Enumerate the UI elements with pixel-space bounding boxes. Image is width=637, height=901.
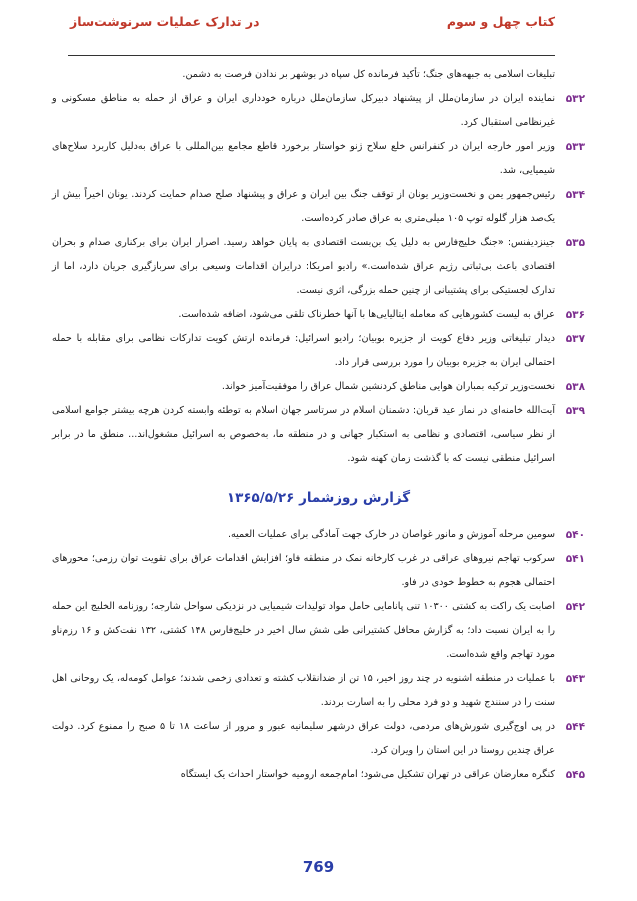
entry-text: در پی اوج‌گیری شورش‌های مردمی، دولت عراق درشهر سلیمانیه عبور و مرور از ساعت ۱۸ تا ۵ صبح را ممنوع کرد. دولت عراق چندین روستا در این استان را ویران کرد. — [52, 721, 555, 756]
entry-text: با عملیات در منطقه اشنویه در چند روز اخیر، ۱۵ تن از ضدانقلاب کشته و تعدادی زخمی شدند؛ عوامل کومه‌له، یک روحانی اهل سنت را در سنندج شهید و دو فرد محلی را به اسارت بردند. — [52, 673, 555, 708]
book-title: کتاب چهل و سوم — [446, 14, 555, 29]
entry-text: سومین مرحله آموزش و مانور غواصان در خارک جهت آمادگی برای عملیات العمیه. — [227, 529, 555, 540]
list-item — [52, 715, 585, 763]
list-item — [52, 399, 585, 471]
list-item — [52, 87, 585, 135]
entry-number: ۵۳۵ — [565, 237, 585, 249]
entry-text: سرکوب تهاجم نیروهای عراقی در غرب کارخانه نمک در منطقه فاو؛ افزایش اقدامات عراق برای تقویت توان رزمی؛ محورهای احتمالی هجوم به خطوط خودی در فاو. — [52, 553, 555, 588]
list-item — [52, 303, 585, 327]
list-item — [52, 327, 585, 375]
entry-number: ۵۳۳ — [565, 141, 585, 153]
entry-number: ۵۴۴ — [565, 721, 585, 733]
entry-number: ۵۴۵ — [565, 769, 585, 781]
entry-text: کنگره معارضان عراقی در تهران تشکیل می‌شود؛ امام‌جمعه ارومیه خواستار احداث یک ایستگاه — [180, 769, 555, 780]
entry-text: عراق به لیست کشورهایی که معامله ایتالیایی‌ها با آنها خطرناک تلقی می‌شود، اضافه شده‌است. — [178, 309, 555, 320]
entry-number: ۵۳۸ — [565, 381, 585, 393]
entry-number: ۵۴۱ — [565, 553, 585, 565]
entry-text: نخست‌وزیر ترکیه بمباران هوایی مناطق کردنشین شمال عراق را موفقیت‌آمیز خواند. — [221, 381, 555, 392]
entry-text: آیت‌الله خامنه‌ای در نماز عید قربان: دشمنان اسلام در سرتاسر جهان اسلام به توطئه وابسته کردن هرچه بیشتر جوامع اسلامی از نظر سیاسی، اقتصادی و نظامی به استکبار جهانی و در منطقه ما، به‌خصوص به اسرائیل مشغول‌اند... منطق ما در برابر اسرائیل منطقی نیست که با گذشت زمان کهنه شود. — [52, 405, 555, 464]
entry-text: اصابت یک راکت به کشتی ۱۰۳۰۰ تنی پانامایی حامل مواد تولیدات شیمیایی در نزدیکی سواحل شارجه؛ روزنامه الخلیج این حمله را به ایران نسبت داد؛ به گزارش محافل کشتیرانی طی شش سال اخیر در خلیج‌فارس ۱۴۸ کشتی، ۱۳۲ نفت‌کش و ۱۶ رزم‌ناو مورد تهاجم واقع شده‌است. — [52, 601, 556, 660]
page-body — [52, 63, 585, 787]
entry-number: ۵۴۳ — [565, 673, 585, 685]
entry-text: رئیس‌جمهور یمن و نخست‌وزیر یونان از توقف جنگ بین ایران و عراق و پیشنهاد صلح صدام حمایت کردند. یونان اخیراً بیش از یک‌صد هزار گلوله توپ ۱۰۵ میلی‌متری به عراق صادر کرده‌است. — [52, 189, 555, 224]
list-item — [52, 135, 585, 183]
entry-number: ۵۴۰ — [565, 529, 585, 541]
entry-text: تبلیغات اسلامی به جبهه‌های جنگ؛ تأکید فرمانده کل سپاه در بوشهر بر ندادن فرصت به دشمن. — [182, 69, 555, 80]
entry-number: ۵۳۴ — [565, 189, 585, 201]
list-item — [52, 547, 585, 595]
header-subtitle: در تدارک عملیات سرنوشت‌ساز — [70, 14, 260, 29]
page-header — [70, 14, 555, 36]
list-item — [52, 763, 585, 787]
entry-number: ۵۳۹ — [565, 405, 585, 417]
entry-text: نماینده ایران در سازمان‌ملل از پیشنهاد دبیرکل سازمان‌ملل درباره خودداری ایران و عراق از حمله به مناطق مسکونی و غیرنظامی استقبال کرد. — [52, 93, 555, 128]
page-number: 769 — [302, 858, 335, 876]
list-item — [52, 523, 585, 547]
list-item — [52, 375, 585, 399]
list-item — [52, 231, 585, 303]
list-item — [52, 595, 585, 667]
entry-list-top — [52, 63, 585, 471]
entry-text: جینزدیفنس: «جنگ خلیج‌فارس به دلیل یک بن‌بست اقتصادی به پایان خواهد رسید. اصرار ایران برای برکناری صدام و بحران اقتصادی باعث بی‌ثباتی رژیم عراق شده‌است.» رادیو امریکا: درایران اقدامات وسیعی برای سربازگیری جریان دارد، اما از تدارک لجستیکی برای پشتیبانی از چنین حمله بزرگی، اثری نیست. — [52, 237, 555, 296]
entry-number: ۵۳۷ — [565, 333, 585, 345]
entry-number: ۵۳۶ — [565, 309, 585, 321]
list-item — [52, 63, 585, 87]
list-item — [52, 667, 585, 715]
entry-list-bottom — [52, 523, 585, 787]
entry-number: ۵۴۲ — [565, 601, 585, 613]
report-title: گزارش روزشمار ۱۳۶۵/۵/۲۶ — [226, 490, 411, 506]
entry-text: وزیر امور خارجه ایران در کنفرانس خلع سلاح ژنو خواستار برخورد قاطع مجامع بین‌المللی با عراق به‌دلیل کاربرد سلاح‌های شیمیایی، شد. — [52, 141, 555, 176]
header-rule — [68, 55, 555, 56]
entry-text: دیدار تبلیغاتی وزیر دفاع کویت از جزیره بوبیان؛ رادیو اسرائیل: فرمانده ارتش کویت تدارکات نظامی برای مقابله با حمله احتمالی ایران به جزیره بوبیان را مورد بررسی قرار داد. — [52, 333, 555, 368]
list-item — [52, 183, 585, 231]
entry-number: ۵۳۲ — [565, 93, 585, 105]
